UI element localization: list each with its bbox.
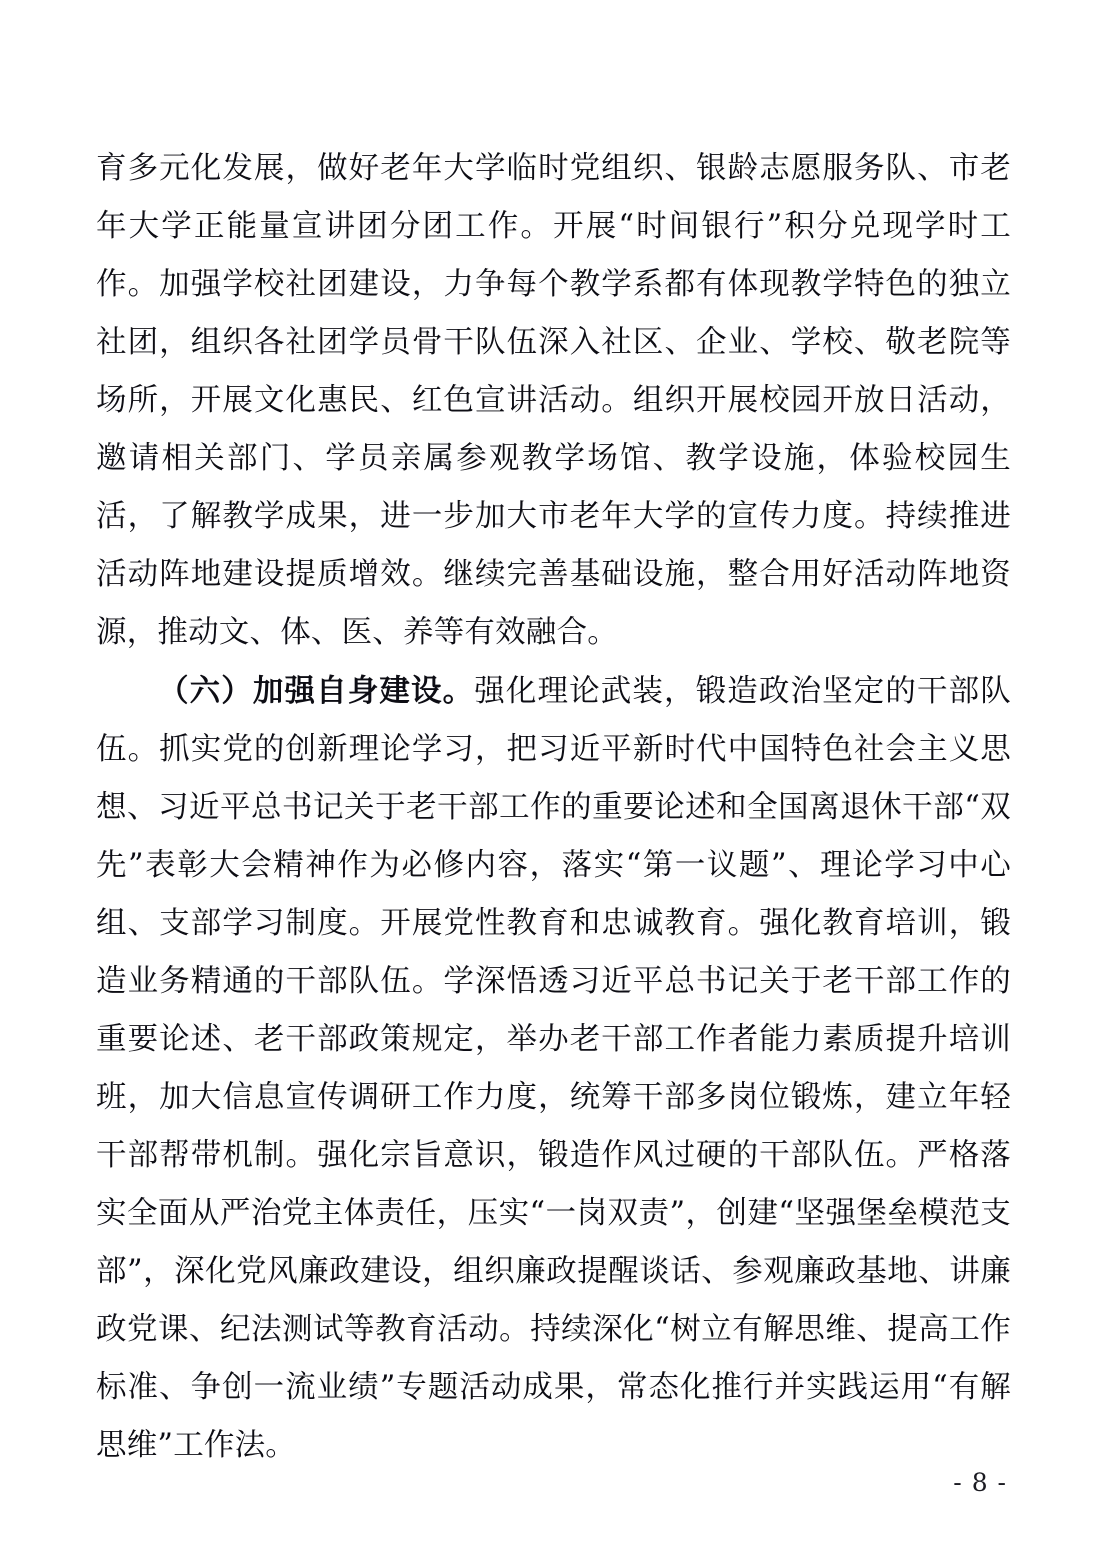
section-heading-label: （六）加强自身建设。 [158,673,475,709]
paragraph-continuation [96,140,1011,662]
page-number: - 8 - [953,1468,1007,1497]
paragraph-section-six [96,662,1011,1475]
document-body [96,140,1011,1475]
paragraph-text: 强化理论武装，锻造政治坚定的干部队伍。抓实党的创新理论学习，把习近平新时代中国特色社会主义思想、习近平总书记关于老干部工作的重要论述和全国离退休干部“双先”表彰大会精神作为必修内容，落实“第一议题”、理论学习中心组、支部学习制度。开展党性教育和忠诚教育。强化教育培训，锻造业务精通的干部队伍。学深悟透习近平总书记关于老干部工作的重要论述、老干部政策规定，举办老干部工作者能力素质提升培训班，加大信息宣传调研工作力度，统筹干部多岗位锻炼，建立年轻干部帮带机制。强化宗旨意识，锻造作风过硬的干部队伍。严格落实全面从严治党主体责任，压实“一岗双责”，创建“坚强堡垒模范支部”，深化党风廉政建设，组织廉政提醒谈话、参观廉政基地、讲廉政党课、纪法测试等教育活动。持续深化“树立有解思维、提高工作标准、争创一流业绩”专题活动成果，常态化推行并实践运用“有解思维”工作法。 [96,674,1012,1463]
paragraph-text: 育多元化发展，做好老年大学临时党组织、银龄志愿服务队、市老年大学正能量宣讲团分团工作。开展“时间银行”积分兑现学时工作。加强学校社团建设，力争每个教学系都有体现教学特色的独立社团，组织各社团学员骨干队伍深入社区、企业、学校、敬老院等场所，开展文化惠民、红色宣讲活动。组织开展校园开放日活动，邀请相关部门、学员亲属参观教学场馆、教学设施，体验校园生活，了解教学成果，进一步加大市老年大学的宣传力度。持续推进活动阵地建设提质增效。继续完善基础设施，整合用好活动阵地资源，推动文、体、医、养等有效融合。 [96,151,1011,650]
